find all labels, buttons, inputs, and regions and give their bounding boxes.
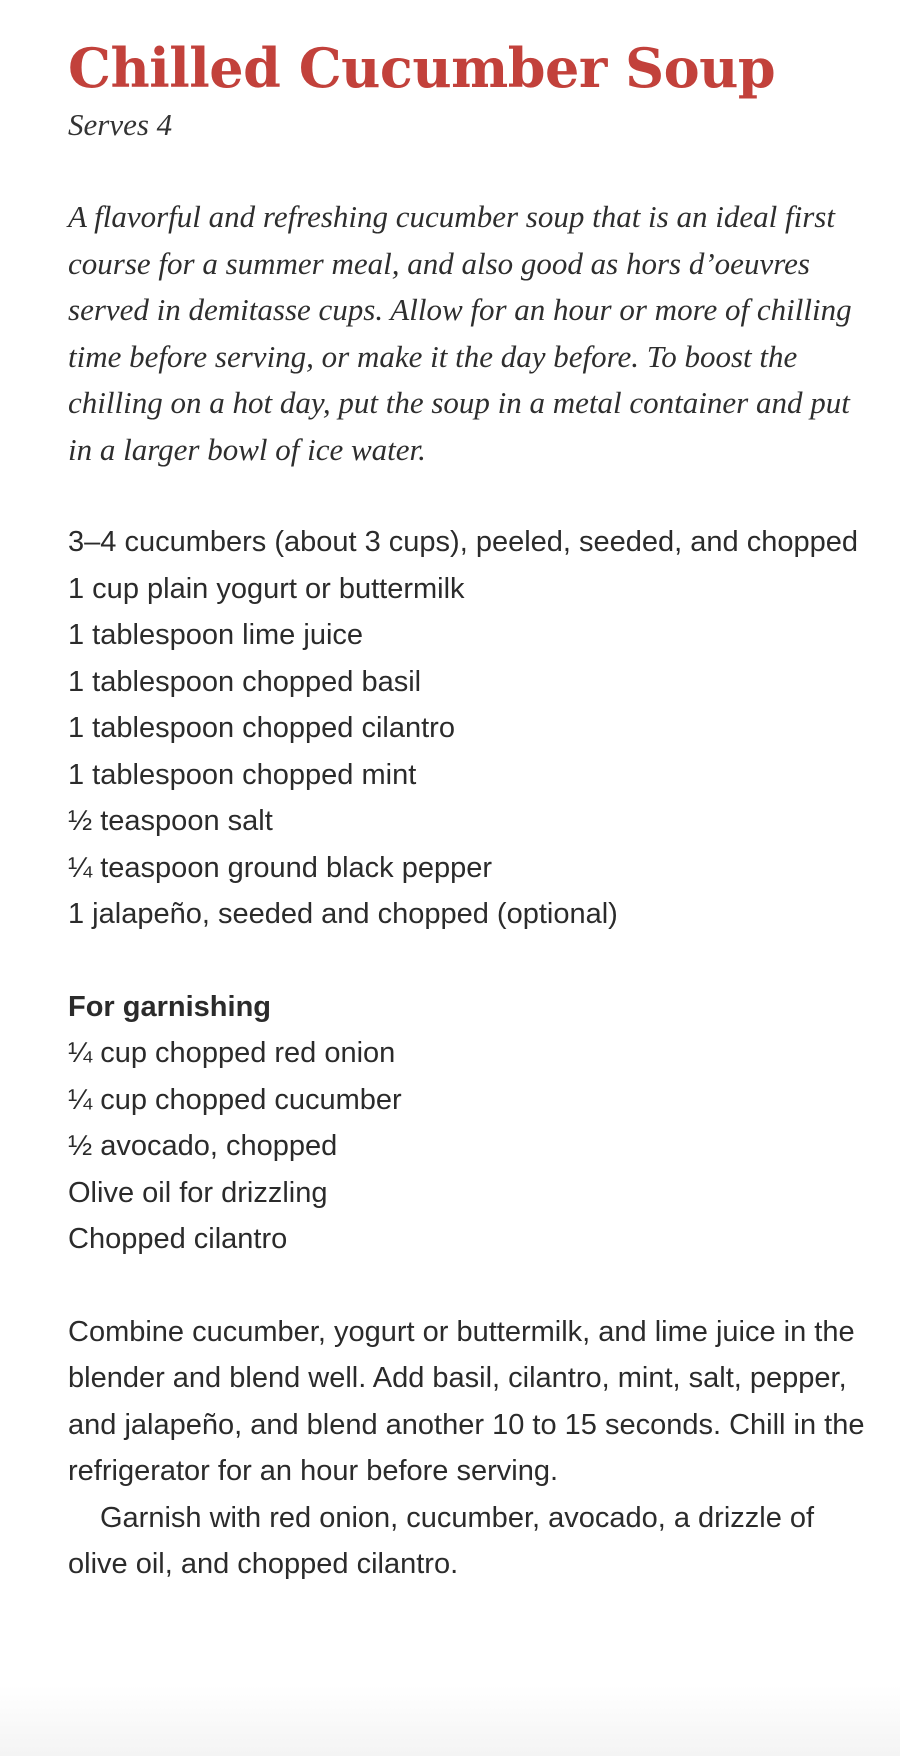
method-step: Combine cucumber, yogurt or buttermilk, and lime juice in the blender and blend well. Add basil, cilantro, mint, salt, pepper, and jalapeño, and blend another 10 to 15 seconds. Chill in the refrigerator for an hour before serving. [68,1315,865,1487]
recipe-intro: A flavorful and refreshing cucumber soup that is an ideal first course for a summer meal, and also good as hors d’oeuvres served in demitasse cups. Allow for an hour or more of chilling time before serving, or make it the day before. To boost the chilling on a hot day, put the soup in a metal container and put in a larger bowl of ice water. [68,199,852,467]
ingredient-item: 1 tablespoon lime juice [68,619,364,651]
ingredient-item: ¼ teaspoon ground black pepper [68,851,493,884]
ingredients-list [68,519,888,938]
method-section [68,1309,868,1588]
serves-count: Serves 4 [68,107,173,142]
ingredient-item: 1 tablespoon chopped cilantro [68,712,455,744]
ingredient-item: ½ teaspoon salt [68,805,273,837]
ingredient-item: 1 cup plain yogurt or buttermilk [68,572,465,605]
garnish-item: ½ avocado, chopped [68,1130,338,1162]
recipe-title: Chilled Cucumber Soup [68,36,776,100]
recipe-content [68,34,888,1588]
method-step: Garnish with red onion, cucumber, avocado, a drizzle of olive oil, and chopped cilantro. [68,1501,815,1580]
garnish-item: Olive oil for drizzling [68,1176,328,1209]
ingredient-item: 1 tablespoon chopped basil [68,665,422,698]
garnish-heading: For garnishing [68,990,271,1023]
ingredient-item: 1 tablespoon chopped mint [68,758,417,791]
garnish-item: ¼ cup chopped cucumber [68,1083,402,1116]
ingredient-item: 1 jalapeño, seeded and chopped (optional) [68,898,618,930]
garnish-item: ¼ cup chopped red onion [68,1037,396,1069]
garnish-list [68,1030,888,1263]
garnish-item: Chopped cilantro [68,1223,288,1255]
ingredient-item: 3–4 cucumbers (about 3 cups), peeled, seeded, and chopped [68,526,858,558]
